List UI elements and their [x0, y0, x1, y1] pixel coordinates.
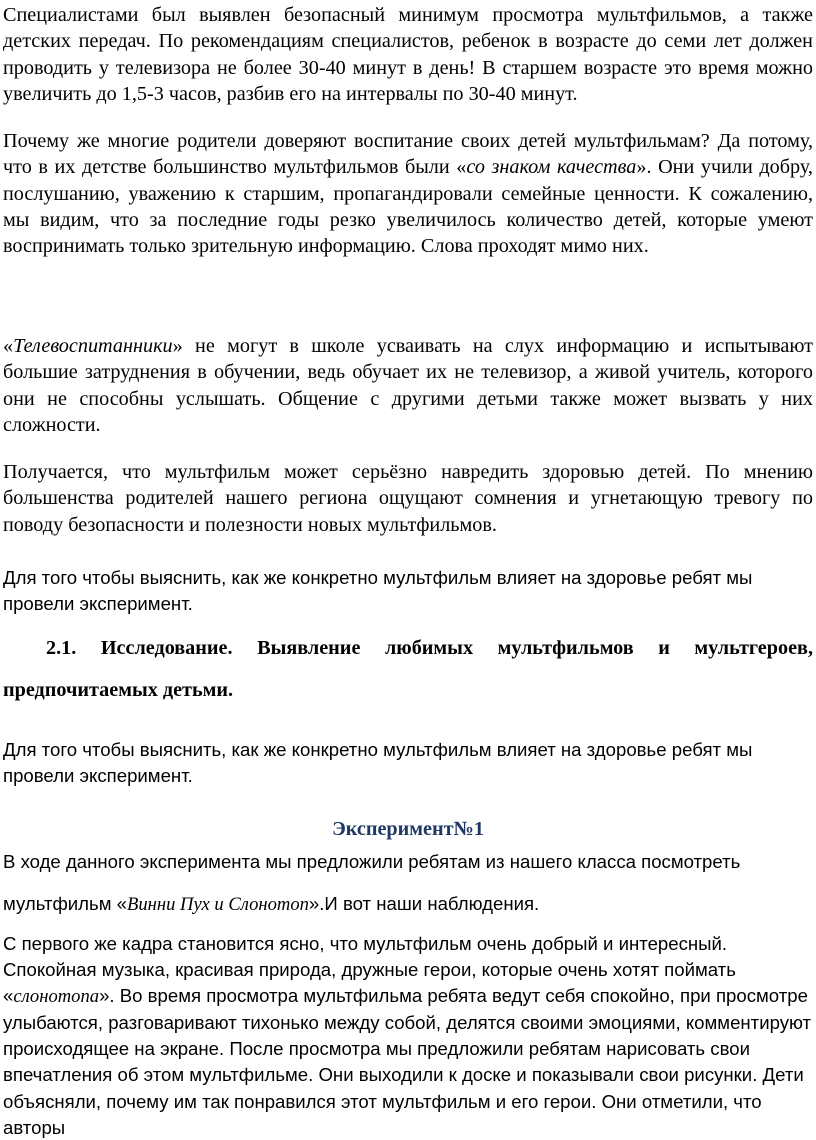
section-heading-line1: 2.1. Исследование. Выявление любимых мультфильмов и мультгероев,	[46, 637, 813, 659]
paragraph-observations	[3, 931, 813, 1140]
paragraph-text: ». Они учили добру, послушанию, уважению к старшим, пропагандировали семейные ценности. К сожалению, мы видим, что за последние годы резко увеличилось количество детей, которые умеют воспринимать только зрительную информацию. Слова проходят мимо них.	[3, 156, 813, 258]
paragraph-experiment-intro-repeat	[3, 737, 813, 790]
paragraph-text: Получается, что мультфильм может серьёзно навредить здоровью детей. По мнению большенства родителей нашего региона ощущают сомнения и угнетающую тревогу по поводу безопасности и полезности новых мультфильмов.	[3, 461, 813, 536]
paragraph-text: » не могут в школе усваивать на слух информацию и испытывают большие затруднения в обучении, ведь обучает их не телевизор, а живой учитель, которого они не способны услышать. Общение с другими детьми также может вызвать у них сложности.	[3, 335, 813, 436]
paragraph-harm	[3, 459, 813, 538]
paragraph-experiment-line2	[3, 890, 813, 919]
quoted-character: слонотопа	[13, 986, 100, 1008]
paragraph-tv-kids	[3, 333, 813, 438]
paragraph-text: «	[3, 335, 14, 357]
paragraph-parents-trust	[3, 128, 813, 259]
paragraph-experiment-line1	[3, 848, 813, 876]
quoted-term: Телевоспитанники	[13, 335, 173, 357]
paragraph-text: Специалистами был выявлен безопасный минимум просмотра мультфильмов, а также детских передач. По рекомендациям специалистов, ребенок в возрасте до семи лет должен проводить у телевизора не более 30-40 минут в день! В старшем возрасте это время можно увеличить до 1,5-3 часов, разбив его на интервалы по 30-40 минут.	[3, 4, 813, 105]
paragraph-experiment-intro	[3, 565, 813, 618]
paragraph-text: Для того чтобы выяснить, как же конкретно мультфильм влияет на здоровье ребят мы провели эксперимент.	[3, 739, 753, 787]
section-heading-line2: предпочитаемых детьми.	[3, 679, 234, 701]
paragraph-text: Почему же многие родители доверяют воспитание своих детей мультфильмам? Да потому, что в их детстве большинство мультфильмов были «	[3, 130, 813, 179]
experiment-title	[0, 815, 816, 843]
section-heading	[46, 634, 813, 662]
paragraph-text: Для того чтобы выяснить, как же конкретно мультфильм влияет на здоровье ребят мы провели эксперимент.	[3, 567, 753, 615]
section-heading-continued	[3, 676, 813, 704]
paragraph-safe-minimum	[3, 2, 813, 107]
paragraph-text: ». Во время просмотра мультфильма ребята ведут себя спокойно, при просмотре улыбаются, разговаривают тихонько между собой, делятся своими эмоциями, комментируют происходящее на экране. После просмотра мы предложили ребятам нарисовать свои впечатления об этом мультфильме. Они выходили к доске и показывали свои рисунки. Дети объясняли, почему им так понравился этот мультфильм и его герои. Они отметили, что авторы	[3, 985, 812, 1138]
quoted-phrase: со знаком качества	[466, 156, 637, 179]
cartoon-title: Винни Пух и Слонотоп	[127, 894, 309, 915]
paragraph-text: мультфильм «	[3, 893, 127, 914]
paragraph-text: В ходе данного эксперимента мы предложили ребятам из нашего класса посмотреть	[3, 851, 741, 872]
paragraph-text: ».И вот наши наблюдения.	[308, 893, 540, 914]
experiment-title-text: Эксперимент№1	[332, 818, 484, 840]
paragraph-text: С первого же кадра становится ясно, что мультфильм очень добрый и интересный. Спокойная музыка, красивая природа, дружные герои, которые очень хотят поймать «	[3, 933, 736, 1007]
